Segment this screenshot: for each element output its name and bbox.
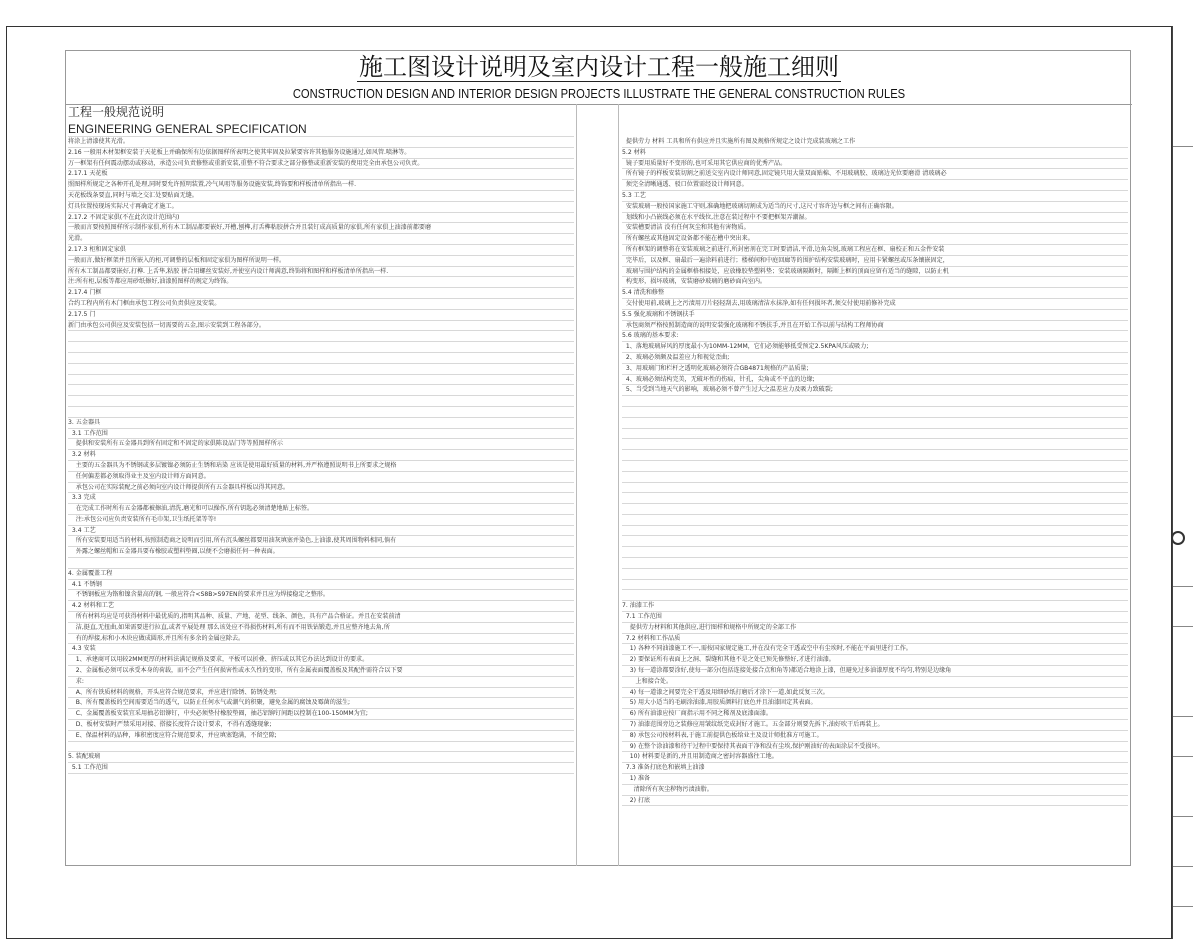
spec-line: 构变形，损坏玻璃，安装磨砂玻璃的磨砂面向室内。	[622, 277, 1128, 288]
spec-line: 5.6 玻璃的基本要求:	[622, 331, 1128, 342]
spec-line: 3.3 完成	[68, 493, 574, 504]
spec-line: 1、承建商可以用较2MM更厚的材料法满足规格及要求，平板可以折叠、挤压或以其它办法达到设计的要求。	[68, 655, 574, 666]
spec-line	[622, 483, 1128, 494]
spec-line: 1、落地玻璃屏风的厚度最小为10MM-12MM，它们必须能够抵受预定2.5KPA风压或吸力;	[622, 342, 1128, 353]
spec-line: 须完全清晰通透、驳口位置需经设计师同意。	[622, 180, 1128, 191]
spec-line	[622, 569, 1128, 580]
spec-line: 5、当受到当地天气的影响，玻璃必须不曾产生过大之温差应力及吸力致破裂;	[622, 385, 1128, 396]
spec-line: 3.2 材料	[68, 450, 574, 461]
spec-line	[622, 590, 1128, 601]
spec-line: 2、玻璃必须颇及温差应力和视觉歪曲;	[622, 353, 1128, 364]
spec-line: 2.17.5 门	[68, 310, 574, 321]
spec-line: 合约工程内所有木门框由承包工程公司负责供应及安装。	[68, 299, 574, 310]
spec-line: 灯具位置按现场实际尺寸再确定才施工。	[68, 202, 574, 213]
spec-line: 承包商须严格按照制造商的说明安装强化玻璃和不锈扶手,并且在开始工作以前与结构工程师协商	[622, 321, 1128, 332]
spec-line: 7.3 准备打底色和嵌填上油漆	[622, 763, 1128, 774]
spec-line: 4.1 不锈钢	[68, 580, 574, 591]
spec-line: 镜子要用质量好不变形的,也可采用其它供应商的优秀产品。	[622, 159, 1128, 170]
spec-line: 5. 装配玻璃	[68, 752, 574, 763]
left-column	[68, 104, 574, 774]
spec-line: 5) 用大小适当的毛刷涂油漆,用胶质颜料打底色并且油漆固定其表面。	[622, 698, 1128, 709]
spec-line	[622, 461, 1128, 472]
spec-line	[68, 407, 574, 418]
spec-line	[622, 472, 1128, 483]
spec-line: 4) 每一道漆之间要完全干透及用细砂纸打磨后才涂下一道,如此反复三次。	[622, 688, 1128, 699]
page-subtitle: CONSTRUCTION DESIGN AND INTERIOR DESIGN PROJECTS ILLUSTRATE THE GENERAL CONSTRUCTION RULES	[292, 86, 906, 101]
spec-line	[622, 515, 1128, 526]
spec-line: 2) 要保证所有表面上之洞、裂缝和其他不是之处已预先修整好,才进行油漆。	[622, 655, 1128, 666]
spec-line: 有的焊接,标和小木块应做成圆形,并且所有多余的金属应除去。	[68, 634, 574, 645]
spec-line: 完毕后，以及框、扇最后一遍涂料前进行；楼梯间和中庭回廊等的围护结构安装玻璃时，应用卡紧螺丝或压条镶嵌固定，	[622, 256, 1128, 267]
spec-line: 所有木工制品都要嵌好,打榫. 上舌隼,粘胶 拼合用螺丝安装好,并使室内设计师满意,终饰将和图样和样板清单所指出一样.	[68, 267, 574, 278]
spec-line: 7) 油漆范围旁边之装修应用皱纹纸完成封好才施工。五金部分则要先拆下,油好吹干后再装上。	[622, 720, 1128, 731]
spec-line: 2、金属板必须可以承受本身的荷载，而不会产生任何损害性或永久性的变形，所有金属表面覆盖板及其配件需符合以下要	[68, 666, 574, 677]
spec-line: A、所有铁质材料的规格，开头应符合规范要求，并应进行除锈、防锈处理;	[68, 688, 574, 699]
spec-line: 5.2 材料	[622, 148, 1128, 159]
spec-line: 所有安装要用适当的材料,按照制造商之说明而引用,所有沉头螺丝都要用油灰填塞并染色,上油漆,使其周围物料相同,倘有	[68, 536, 574, 547]
spec-line	[622, 558, 1128, 569]
spec-line: 2.16 一般用木材架框安装于天花板上并确保所有边依据图样所表明之使其牢固及拉紧要容许其他服务设施通过,如风管.喷淋等。	[68, 148, 574, 159]
right-column	[622, 104, 1128, 806]
spec-line: 1) 各种不同油漆施工不一,需按国家规定施工,并在没有完全干透或空中有尘埃时,不能在平面里进行工作。	[622, 644, 1128, 655]
spec-line: 2) 打底	[622, 796, 1128, 807]
spec-line: 承包公司在实际装配之前必须向室内设计师提供所有五金器具样板以得其同意。	[68, 483, 574, 494]
spec-line: 求:	[68, 677, 574, 688]
spec-line	[622, 504, 1128, 515]
spec-line: 8) 承包公司按材料表,于施工前提供色板给业主及设计师批准方可施工。	[622, 731, 1128, 742]
spec-line: 2.17.4 门框	[68, 288, 574, 299]
spec-line: 清除所有灰尘秽物污渍油脂。	[622, 785, 1128, 796]
spec-line: 5.4 清洗和修整	[622, 288, 1128, 299]
spec-line	[622, 407, 1128, 418]
spec-line: 注:承包公司应负责安装所有毛巾架,卫生纸托架等等!	[68, 515, 574, 526]
spec-line	[68, 342, 574, 353]
spec-line	[622, 536, 1128, 547]
spec-line: D、板材安装时严禁采用对接、搭接长度符合设计要求，不得有透缝现象;	[68, 720, 574, 731]
spec-line: 所有材料均应是可获得材料中最优质的,指明其品种、质量、产地、花型、线条、颜色，具有产品合格证。并且在安装前清	[68, 612, 574, 623]
spec-line: 主要的五金器具为不锈钢或多层镀镍必须防止生锈和玷染 应该是使用最好质量的材料,并严格遵照说明书上所要求之规格	[68, 461, 574, 472]
spec-line	[622, 418, 1128, 429]
spec-line: 一般而言,做好框架并且所嵌入的柜,可调整的层板和固定家俱为图样所说明一样。	[68, 256, 574, 267]
spec-line: 7.1 工作范围	[622, 612, 1128, 623]
spec-line	[622, 580, 1128, 591]
spec-line	[68, 375, 574, 386]
spec-line: 将涂上清漆使其光滑。	[68, 137, 574, 148]
spec-line	[68, 558, 574, 569]
spec-line: E、保温材料的品种，堆积密度应符合规范要求，并应填塞饱满，不留空隙;	[68, 731, 574, 742]
spec-line: 3. 五金器具	[68, 418, 574, 429]
spec-line: 注:所有柜,层板等都应用砂纸擦好,油漆照图样的规定为终饰。	[68, 277, 574, 288]
spec-line	[622, 450, 1128, 461]
spec-line: 7. 油漆工作	[622, 601, 1128, 612]
spec-line: 提供劳力 材料 工具和所有供应并且实施所有图及规格所规定之设计完成装玻璃之工作	[622, 137, 1128, 148]
spec-line: 4.3 安装	[68, 644, 574, 655]
spec-sheet	[65, 50, 1131, 866]
revision-circle-icon	[1171, 531, 1185, 545]
spec-line: 5.1 工作范围	[68, 763, 574, 774]
spec-line: 1) 准备	[622, 774, 1128, 785]
spec-line	[622, 439, 1128, 450]
spec-line: 2.17.2 不固定家俱(不在此次设计范围内)	[68, 213, 574, 224]
spec-line: 不锈钢板应为铬和镍含量高的钢, 一般应符合<S8B>S97EN的要求并且应为焊接稳定之整形。	[68, 590, 574, 601]
spec-line	[68, 353, 574, 364]
spec-line: 3.1 工作范围	[68, 429, 574, 440]
spec-line: 所有螺丝或其他固定设备都不能在槽中突出来。	[622, 234, 1128, 245]
spec-line: 所有框架的调整将在安装玻璃之前进行,所封密剂在完工时要清洁,平滑,边角尖锐,玻璃工程应在框、扇校正和五金件安装	[622, 245, 1128, 256]
spec-line: 交付使用前,玻璃上之污渍用刀片轻轻刮去,用玻璃清洁水抹净,如有任何损坏者,须交付使用前修补完成	[622, 299, 1128, 310]
spec-line	[68, 396, 574, 407]
spec-line: 6) 所有油漆应按厂商指示用不同之稀剂及底漆面漆。	[622, 709, 1128, 720]
spec-line: 5.3 工艺	[622, 191, 1128, 202]
spec-line: 2.17.1 天花板	[68, 169, 574, 180]
spec-line	[622, 396, 1128, 407]
section-heading-en: ENGINEERING GENERAL SPECIFICATION	[68, 121, 574, 137]
spec-line: 4. 金属覆盖工程	[68, 569, 574, 580]
spec-line: 安装槽要清洁 没有任何灰尘和其他有害物质。	[622, 223, 1128, 234]
spec-line: 上和接合处。	[622, 677, 1128, 688]
spec-line: B、所有覆盖板的空间需要适当的透气，以防止任何水气或潮气的积聚，避免金属的腐蚀及霉菌的滋生;	[68, 698, 574, 709]
title-block-edge	[1172, 26, 1193, 939]
spec-line	[68, 742, 574, 753]
spec-line: 万一框架有任何震动摆动或移动，承造公司负责修整或重新安装,重整不符合要求之部分修整或重新安装的费用完全由承包公司负责。	[68, 159, 574, 170]
spec-line	[68, 385, 574, 396]
page-title: 施工图设计说明及室内设计工程一般施工细则	[359, 53, 839, 81]
spec-line	[622, 429, 1128, 440]
spec-line: 3、用玻璃门和栏杆之透明化玻璃必须符合GB4871规格的产品质量;	[622, 364, 1128, 375]
spec-line: 4、玻璃必须结构完美，无破坏性的伤痕，针孔，尖角或不平直的边缘;	[622, 375, 1128, 386]
spec-line: 玻璃与围护结构的金属框格相接处，应放橡胶垫塑料垫；安装玻璃隔断时，隔断上框的顶面应留有适当的缝隙，以防止机	[622, 267, 1128, 278]
spec-line: 光滑。	[68, 234, 574, 245]
spec-line: 3.4 工艺	[68, 526, 574, 537]
spec-line: 新门由承包公司供应及安装包括一切需要的五金,图示安装到工程各部分。	[68, 321, 574, 332]
spec-line: 照图样所规定之各种开孔处理,同时要允许照明装置,冷气风咀等服务设施安装,终饰要和样板清单所指出一样.	[68, 180, 574, 191]
spec-line: 在完成工作时所有五金器都被擦油,清洗,磨光和可以操作,所有钥匙必须清楚地贴上标签。	[68, 504, 574, 515]
spec-line	[622, 493, 1128, 504]
spec-line: 7.2 材料和工作品质	[622, 634, 1128, 645]
spec-line	[68, 331, 574, 342]
spec-line: 3) 每一道涂都要涂好,使每一部分(包括连接处接合点和角等)都适合地涂上漆，但避免过多油漆厚度不均匀,特别是边缘角	[622, 666, 1128, 677]
spec-line: 10) 材料要是新的,并且用制造商之密封容器盛往工地。	[622, 752, 1128, 763]
spec-line: 一般而言要按照图样所示制作家俱,所有木工制品都要嵌好,开槽,刨榫,打舌榫粘胶拼合并且装钉成高质量的家俱,所有家俱上油漆前都要磨	[68, 223, 574, 234]
spec-line: 洁,挺直,无扭曲,如果需要进行拉直,或者平展处理 那么该处应不得损伤材料,所有而不用铁钻锻造,并且应整齐地去角,所	[68, 623, 574, 634]
spec-line: 4.2 材料和工艺	[68, 601, 574, 612]
spec-line: 提供劳力材料和其他供应,进行图样和规格中所规定的全部工作	[622, 623, 1128, 634]
spec-line	[622, 547, 1128, 558]
spec-line: 9) 在整个涂油漆和待干过程中要保持其表面干净和没有尘埃,保护刚油好的表面涂层不受损坏。	[622, 742, 1128, 753]
spec-line: 5.5 强化玻璃和不锈钢扶手	[622, 310, 1128, 321]
spec-line: 任何偏差都必须取得业主及室内设计师方面同意。	[68, 472, 574, 483]
spec-line: 天花板线条要直,同时与墙之交汇处要贴面无缝。	[68, 191, 574, 202]
spec-line: 外露之螺丝帽和五金器具要布橡胶或塑料垫圈,以便不会磨损任何一种表面。	[68, 547, 574, 558]
spec-line: C、金属覆盖板安装宜采用抽芯铝铆钉，中央必须垫付橡胶垫圈，抽芯铝铆钉间距以控制在100-150MM为宜;	[68, 709, 574, 720]
spec-line: 划线和小凸嵌线必须在水平线位,注意在装过程中不要把框架弄潮湿。	[622, 213, 1128, 224]
spec-line	[622, 526, 1128, 537]
section-heading-cn: 工程一般规范说明	[68, 105, 165, 119]
spec-line: 2.17.3 柜和固定家俱	[68, 245, 574, 256]
spec-line: 安装玻璃一般按国家施工守则,准确地把玻璃切割成为适当的尺寸,这尺寸容许边与框之间有正确容限。	[622, 202, 1128, 213]
spec-line	[68, 364, 574, 375]
spec-line: 提供和安装所有五金器具到所有固定和不固定的家俱陈设品门等等照图样所示	[68, 439, 574, 450]
spec-line: 所有镜子的样板安装切割之前送交室内设计师同意,固定镜只用大量双面贴棉、不用玻璃胶、玻璃边光位要磨滑 清玻璃必	[622, 169, 1128, 180]
